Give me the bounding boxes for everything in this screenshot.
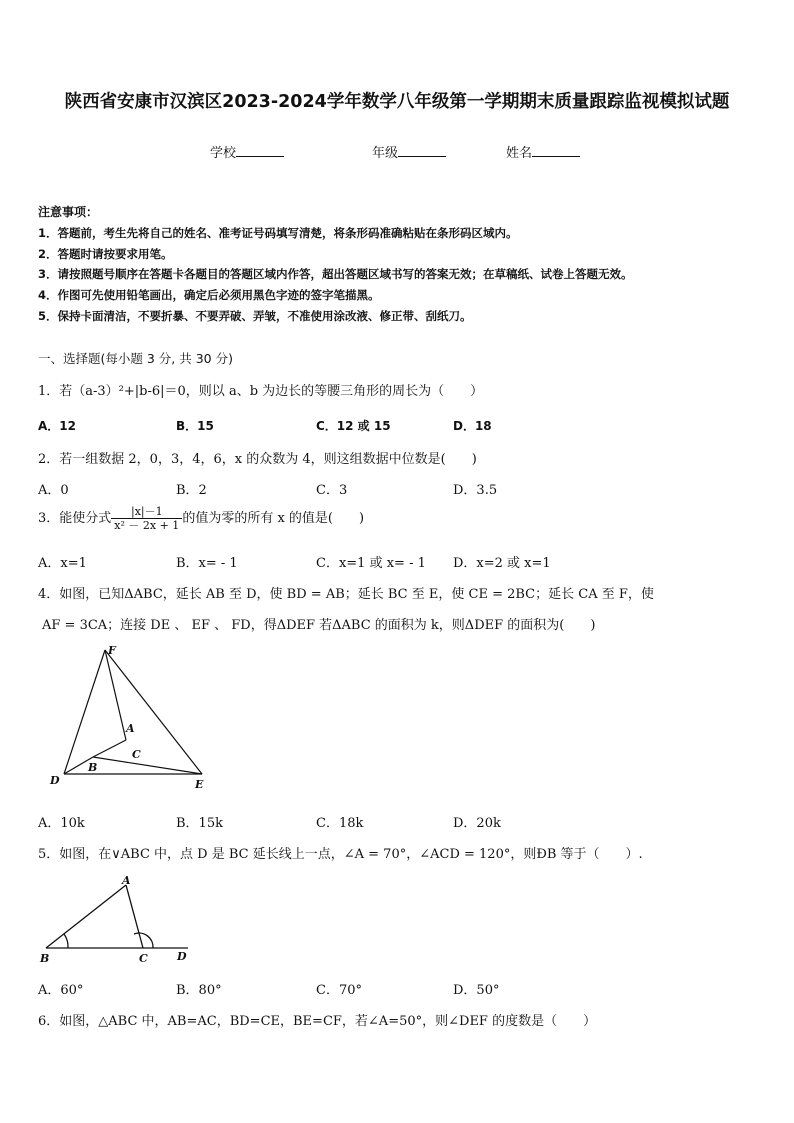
label-d: D bbox=[50, 774, 60, 787]
note-item: 4．作图可先使用铅笔画出，确定后必须用黑色字迹的签字笔描黑。 bbox=[38, 288, 380, 302]
question-3-suffix: 的值为零的所有 x 的值是( ) bbox=[182, 511, 365, 526]
label-e: E bbox=[195, 778, 204, 791]
school-label: 学校 bbox=[210, 146, 237, 161]
school-blank bbox=[236, 144, 284, 157]
question-4-line-2: AF = 3CA；连接 DE 、 EF 、 FD，得ΔDEF 若ΔABC 的面积为 k，则ΔDEF 的面积为( ) bbox=[42, 618, 596, 633]
option-a: A．0 bbox=[38, 483, 69, 498]
note-item: 3．请按照题号顺序在答题卡各题目的答题区域内作答，超出答题区域书写的答案无效；在草稿纸、试卷上答题无效。 bbox=[38, 267, 633, 281]
grade-field bbox=[372, 142, 446, 161]
page-title: 陕西省安康市汉滨区2023-2024学年数学八年级第一学期期末质量跟踪监视模拟试题 bbox=[64, 92, 730, 112]
name-blank bbox=[532, 144, 580, 157]
option-c: C．18k bbox=[316, 816, 364, 831]
note-item: 2．答题时请按要求用笔。 bbox=[38, 247, 173, 261]
option-a: A．x=1 bbox=[38, 556, 87, 571]
label-f: F bbox=[108, 644, 116, 657]
option-a: A．60° bbox=[38, 983, 84, 998]
triangle-abc-figure bbox=[38, 870, 198, 970]
grade-label: 年级 bbox=[372, 146, 399, 161]
question-1-stem: 1．若（a-3）²+|b-6|＝0，则以 a、b 为边长的等腰三角形的周长为（ ） bbox=[38, 384, 484, 399]
option-c: C．x=1 或 x= - 1 bbox=[316, 556, 426, 571]
label-c: C bbox=[139, 952, 148, 965]
label-a: A bbox=[126, 722, 135, 735]
option-d: D．x=2 或 x=1 bbox=[453, 556, 551, 571]
option-a: A．10k bbox=[38, 816, 85, 831]
label-d: D bbox=[177, 950, 187, 963]
option-b: B．15 bbox=[176, 419, 214, 433]
label-a: A bbox=[122, 874, 131, 887]
option-b: B．15k bbox=[176, 816, 223, 831]
note-item: 5．保持卡面清洁，不要折暴、不要弄破、弄皱，不准使用涂改液、修正带、刮纸刀。 bbox=[38, 309, 472, 323]
fraction bbox=[111, 505, 182, 532]
label-b: B bbox=[88, 761, 98, 774]
section-heading: 一、选择题(每小题 3 分, 共 30 分) bbox=[38, 351, 233, 366]
notes-heading: 注意事项： bbox=[38, 205, 99, 219]
question-4-line-1: 4．如图，已知ΔABC，延长 AB 至 D，使 BD = AB；延长 BC 至 E，使 CE = 2BC；延长 CA 至 F，使 bbox=[38, 587, 654, 602]
school-field bbox=[210, 142, 284, 161]
grade-blank bbox=[398, 144, 446, 157]
triangle-def-figure bbox=[40, 640, 220, 795]
name-label: 姓名 bbox=[506, 146, 533, 161]
option-b: B．2 bbox=[176, 483, 207, 498]
fraction-denominator: x² － 2x + 1 bbox=[114, 519, 180, 532]
name-field bbox=[506, 142, 580, 161]
question-6-stem: 6．如图，△ABC 中，AB=AC，BD=CE，BE=CF，若∠A=50°，则∠DEF 的度数是（ ） bbox=[38, 1014, 597, 1029]
question-5-stem: 5．如图，在∨ABC 中，点 D 是 BC 延长线上一点，∠A = 70°，∠ACD = 120°，则ÐB 等于（ ）. bbox=[38, 847, 643, 862]
question-2-stem: 2．若一组数据 2，0，3，4，6，x 的众数为 4，则这组数据中位数是( ) bbox=[38, 452, 477, 467]
fraction-numerator: |x|－1 bbox=[111, 505, 182, 519]
label-b: B bbox=[40, 952, 50, 965]
option-d: D．20k bbox=[453, 816, 501, 831]
option-b: B．80° bbox=[176, 983, 222, 998]
option-d: D．3.5 bbox=[453, 483, 498, 498]
option-b: B．x= - 1 bbox=[176, 556, 238, 571]
question-3-stem bbox=[38, 505, 364, 532]
option-c: C．70° bbox=[316, 983, 362, 998]
option-d: D．50° bbox=[453, 983, 500, 998]
question-3-prefix: 3．能使分式 bbox=[38, 511, 112, 526]
option-a: A．12 bbox=[38, 419, 76, 433]
option-d: D．18 bbox=[453, 419, 492, 433]
option-c: C．3 bbox=[316, 483, 348, 498]
option-c: C．12 或 15 bbox=[316, 419, 391, 433]
label-c: C bbox=[132, 748, 141, 761]
note-item: 1．答题前，考生先将自己的姓名、准考证号码填写清楚，将条形码准确粘贴在条形码区域内。 bbox=[38, 226, 518, 240]
